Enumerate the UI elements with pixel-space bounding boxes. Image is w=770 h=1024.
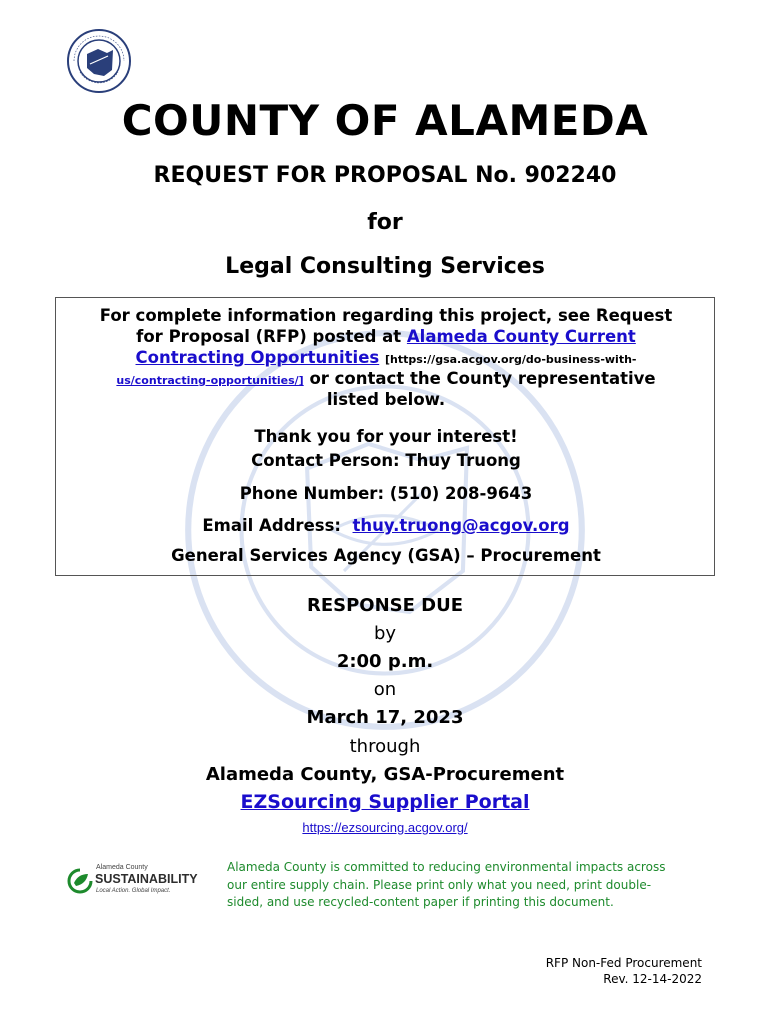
sustainability-line1: Alameda County is committed to reducing environmental impacts across [227,860,666,874]
page-title: COUNTY OF ALAMEDA [121,96,649,145]
county-seal-logo [66,28,132,94]
info-intro-line4 [56,369,716,388]
info-intro-text-3: or contact the County representative [309,369,656,388]
agency-name: General Services Agency (GSA) – Procurement [171,546,601,565]
portal-url-line [0,820,770,835]
email-line [56,516,716,535]
contracting-opportunities-link[interactable]: Alameda County Current [406,327,636,346]
service-title: Legal Consulting Services [225,254,545,279]
response-date: March 17, 2023 [306,707,464,728]
sustainability-logo [66,864,211,898]
info-intro-line5: listed below. [326,390,446,409]
email-link[interactable]: thuy.truong@acgov.org [352,516,570,535]
info-intro-text: for Proposal (RFP) posted at [136,327,402,346]
contact-person: Contact Person: Thuy Truong [251,451,521,470]
response-through: through [349,736,421,757]
rfp-number: REQUEST FOR PROPOSAL No. 902240 [153,163,617,188]
sustainability-line3: sided, and use recycled-content paper if printing this document. [227,895,614,909]
sustainability-logo-word: SUSTAINABILITY [95,872,198,886]
sustainability-statement [227,859,707,912]
info-intro-line1: For complete information regarding this project, see Request [99,306,673,325]
leaf-icon [66,868,94,894]
sustainability-line2: our entire supply chain. Please print only what you need, print double- [227,877,652,892]
footer-line2: Rev. 12-14-2022 [603,971,702,986]
sustainability-logo-top: Alameda County [96,864,148,871]
sustainability-logo-tag: Local Action. Global Impact. [96,888,171,894]
email-label: Email Address: [202,516,342,535]
ezsourcing-url-link[interactable]: https://ezsourcing.acgov.org/ [302,820,468,835]
response-time: 2:00 p.m. [336,651,434,672]
thank-you-text: Thank you for your interest! [254,427,518,446]
for-label: for [367,210,403,235]
portal-line [0,791,770,813]
contracting-url-link[interactable]: us/contracting-opportunities/] [116,374,304,387]
contracting-opportunities-link-cont[interactable]: Contracting Opportunities [135,348,380,367]
response-org: Alameda County, GSA-Procurement [205,764,565,785]
info-intro-line2 [56,327,716,346]
url-bracket-1: [https://gsa.acgov.org/do-business-with- [384,353,637,366]
info-intro-line3 [56,348,716,367]
ezsourcing-portal-link[interactable]: EZSourcing Supplier Portal [240,791,530,813]
info-box [55,297,715,576]
response-due-heading: RESPONSE DUE [306,595,464,616]
phone-number: Phone Number: (510) 208-9643 [239,484,533,503]
response-by: by [373,623,397,644]
footer-revision [546,956,702,987]
footer-line1: RFP Non-Fed Procurement [545,956,702,970]
response-on: on [373,679,397,700]
